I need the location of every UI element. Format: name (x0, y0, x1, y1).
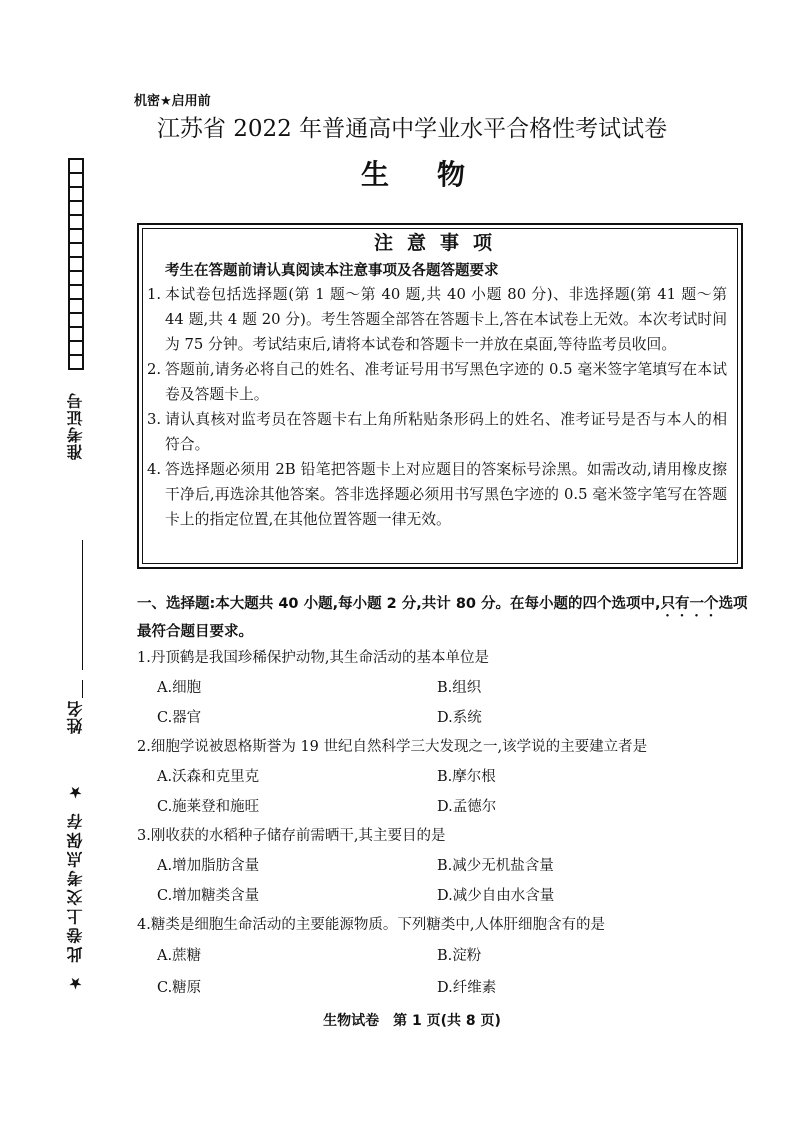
question-option: D.减少自由水含量 (437, 888, 555, 904)
notice-item-text: 请认真核对监考员在答题卡右上角所粘贴条形码上的姓名、准考证号是否与本人的相符合。 (165, 411, 727, 453)
exam-id-label: 准考证号 (66, 392, 85, 460)
notice-item-number: 1. (147, 286, 162, 303)
notice-item-number: 2. (147, 361, 162, 378)
exam-id-box[interactable] (68, 354, 84, 370)
question-option: D.系统 (437, 710, 482, 726)
notice-item-text: 答题前,请务必将自己的姓名、准考证号用书写黑色字迹的 0.5 毫米签字笔填写在本试卷及答题卡上。 (165, 361, 727, 403)
subject-title: 生物 (360, 158, 513, 191)
exam-id-line[interactable] (82, 540, 83, 670)
section-heading-emphasis: 只有一个 (660, 596, 719, 612)
question-option: D.纤维素 (437, 980, 497, 996)
notice-box (137, 223, 743, 569)
question-stem: 3.刚收获的水稻种子储存前需晒干,其主要目的是 (137, 828, 446, 844)
name-line[interactable] (82, 680, 83, 698)
question-option: C.增加糖类含量 (157, 888, 260, 904)
notice-title: 注意事项 (373, 232, 506, 254)
question-option: A.细胞 (157, 680, 202, 696)
notice-lead: 考生在答题前请认真阅读本注意事项及各题答题要求 (165, 263, 499, 279)
notice-item (139, 282, 741, 357)
question-option: D.孟德尔 (437, 799, 497, 815)
question-stem: 2.细胞学说被恩格斯誉为 19 世纪自然科学三大发现之一,该学说的主要建立者是 (137, 739, 648, 755)
question-option: A.增加脂肪含量 (157, 858, 260, 874)
section-heading (137, 592, 757, 644)
submit-notice: ★ 此卷上交考点保存 ★ (66, 780, 85, 994)
page-footer: 生物试卷 第 1 页(共 8 页) (323, 1013, 501, 1029)
question-stem: 1.丹顶鹤是我国珍稀保护动物,其生命活动的基本单位是 (137, 650, 489, 666)
question-option: A.沃森和克里克 (157, 769, 260, 785)
question-option: B.减少无机盐含量 (437, 858, 554, 874)
notice-item-text: 答选择题必须用 2B 铅笔把答题卡上对应题目的答案标号涂黑。如需改动,请用橡皮擦干净后,再选涂其他答案。答非选择题必须用书写黑色字迹的 0.5 毫米签字笔写在答题卡上的指定位置,在其他位置答题一律无效。 (165, 461, 727, 528)
notice-item (139, 357, 741, 407)
question-option: B.摩尔根 (437, 769, 496, 785)
question-option: B.淀粉 (437, 948, 482, 964)
section-heading-text: 一、选择题:本大题共 40 小题,每小题 2 分,共计 80 分。在每小题的四个选项中, (137, 596, 661, 612)
exam-title: 江苏省 2022 年普通高中学业水平合格性考试试卷 (156, 116, 668, 142)
question-stem: 4.糖类是细胞生命活动的主要能源物质。下列糖类中,人体肝细胞含有的是 (137, 917, 605, 933)
section-heading-text-end: 选项最符合题目要求。 (137, 596, 748, 640)
question-option: A.蔗糖 (157, 948, 202, 964)
question-option: B.组织 (437, 680, 482, 696)
question-option: C.器官 (157, 710, 202, 726)
question-option: C.糖原 (157, 980, 202, 996)
notice-item-number: 4. (147, 461, 162, 478)
notice-item (139, 407, 741, 457)
question-option: C.施莱登和施旺 (157, 799, 260, 815)
name-label: 姓名 (66, 700, 85, 734)
confidential-mark: 机密★启用前 (134, 94, 211, 109)
notice-item-text: 本试卷包括选择题(第 1 题～第 40 题,共 40 小题 80 分)、非选择题(第 41 题～第 44 题,共 4 题 20 分)。考生答题全部答在答题卡上,答在本试卷上无效。本次考试时间为 75 分钟。考试结束后,请将本试卷和答题卡一并放在桌面,等待监考员收回。 (165, 286, 727, 353)
notice-item (139, 457, 741, 532)
notice-item-number: 3. (147, 411, 162, 428)
